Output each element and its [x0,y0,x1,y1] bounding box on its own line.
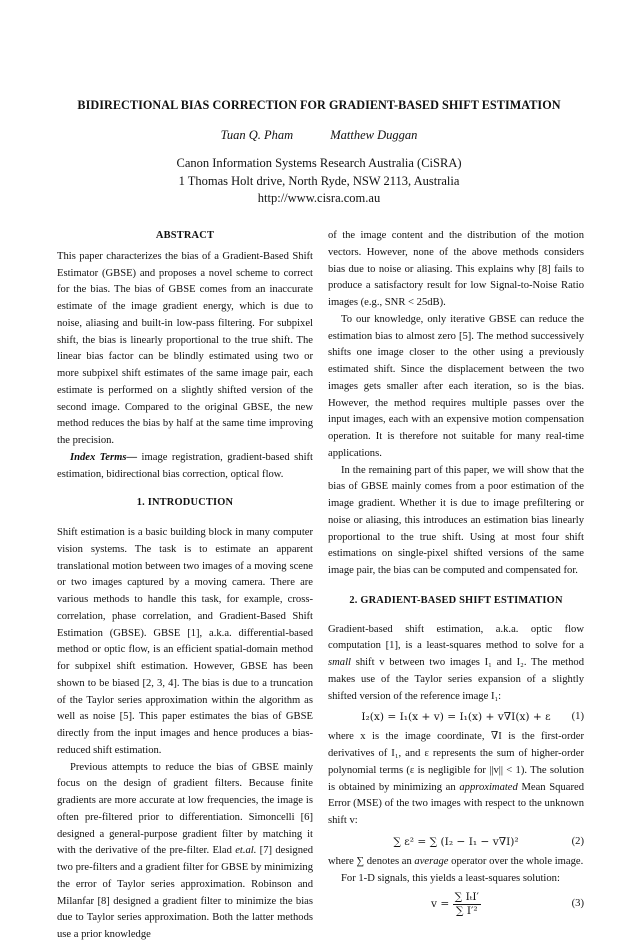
left-column [57,228,313,944]
section-heading-gradient-shift: 2. GRADIENT-BASED SHIFT ESTIMATION [349,594,563,606]
fraction-denominator: ∑ I′² [455,904,478,917]
equation-body: ∑ ε² = ∑ (I₂ − I₁ − v∇I)² [393,835,519,848]
author-name: Matthew Duggan [330,128,418,142]
method-paragraph [328,729,584,830]
index-terms-label: Index Terms— [70,451,138,463]
affiliation-address: 1 Thomas Holt drive, North Ryde, NSW 2113, Australia [178,173,460,188]
intro-paragraph: In the remaining part of this paper, we will show that the bias of GBSE mainly comes from a poor estimation of the image gradient. Whether it is due to image prefiltering or noise or aliasing, this introduces an estimation bias linearly proportional to the true shift. Using at most four shift estimations on single-pixel shifted versions of the same image pair, the bias can be computed and compensated for. [328,464,584,576]
intro-paragraph: Shift estimation is a basic building block in many computer vision systems. The task is to estimate an apparent translational motion between two images of a moving scene or two images captured by a moving camera. There are various methods to handle this task, for example, cross-correlation, phase correlation, and Gradient-Based Shift Estimation (GBSE). GBSE [1], a.k.a. differential-based method or optic flow, is an efficient spatial-domain method for subpixel shift estimation. However, GBSE has been shown to be biased [2, 3, 4]. The bias is due to a truncation of the Taylor series approximation within the algorithm as well as noise [5]. This paper estimates the bias of GBSE directly from the input images and hence produces a bias-reduced shift estimation. [57,527,313,756]
text-run: operator over the whole image. [448,855,584,867]
affiliation [0,155,638,208]
equation-number: (1) [571,711,584,723]
text-run: where x is the image coordinate, ∇I is the first-order derivatives of I₁, and ε represents the sum of higher-order polynomial terms (ε is negligible for ||v|| < 1). The solution is obtained by minimizing an [328,731,584,793]
abstract-text: This paper characterizes the bias of a Gradient-Based Shift Estimator (GBSE) and proposes a novel scheme to correct for the bias. The bias of GBSE comes from an inaccurate estimate of the image gradient energy, which is due to noise, aliasing and built-in low-pass filtering. For subpixel shift, the bias is linearly proportional to the true shift. The linear bias factor can be blindly estimated using two or more subpixel shift estimates of the same image pair, each estimate is performed on a slightly shifted version of the second image. Compared to the original GBSE, the new method reduces the bias by half at the same time improving the precision. [57,250,313,446]
text-run: shift v between two images I₁ and I₂. The method makes use of the Taylor series expansion of a slightly shifted version of the reference image I₁: [328,657,584,702]
equation-number: (2) [571,835,584,847]
equation-3 [328,887,584,921]
index-terms-text: image registration, gradient-based shift estimation, bidirectional bias correction, optical flow. [57,451,313,480]
method-paragraph [328,622,584,706]
author-name: Tuan Q. Pham [220,128,294,142]
text-run-italic: average [414,855,449,867]
equation-body: I₂(x) = I₁(x + v) = I₁(x) + v∇I(x) + ε [361,711,551,724]
text-run: where ∑ denotes an [328,855,415,867]
section-heading-introduction: 1. INTRODUCTION [136,497,234,509]
index-terms [57,450,313,484]
equation-fraction [453,891,481,918]
text-run-italic: approximated [459,781,518,793]
affiliation-org: Canon Information Systems Research Australia (CiSRA) [176,156,462,170]
equation-1 [328,705,584,729]
author-list [0,128,638,143]
text-run: Previous attempts to reduce the bias of GBSE mainly focus on the design of gradient filters. Because finite gradients are more accurate at low frequencies, the image is often pre-filtered prior to differentiation. Simoncelli [6] designed a general-purpose gradient filter by matching it with the derivative of the pre-filter. Elad [57,761,313,857]
equation-lhs: v = [431,898,450,911]
intro-paragraph [57,760,313,944]
intro-paragraph: To our knowledge, only iterative GBSE can reduce the estimation bias to almost zero [5]. The method successively shifts one image closer to the other using a previously estimated shift. Since the displacement between the two images gets smaller after each iteration, so is the bias. However, the method requires multiple passes over the input images, each with an expensive motion compensation operation. It is therefore not suitable for many real-time applications. [328,313,584,459]
text-run-italic: et.al. [235,845,257,857]
equation-2 [328,830,584,854]
text-run-italic: small [328,657,351,668]
affiliation-url[interactable]: http://www.cisra.com.au [257,191,381,205]
abstract-heading: ABSTRACT [155,230,215,241]
method-paragraph: For 1-D signals, this yields a least-squares solution: [341,872,560,884]
intro-paragraph: of the image content and the distribution of the motion vectors. However, none of the above methods considers bias due to noise or aliasing. This explains why [8] fails to produce a satisfactory result for low Signal-to-Noise Ratio images (e.g., SNR < 25dB). [328,230,584,308]
equation-number: (3) [571,898,584,910]
method-paragraph [328,854,584,871]
right-column [328,228,584,921]
text-run: Gradient-based shift estimation, a.k.a. optic flow computation [1], is a least-squares method to solve for a [328,623,584,652]
fraction-numerator: ∑ IₜI′ [454,890,479,903]
text-run: [7] designed two pre-filters and a gradient filter for GBSE by minimizing the error of Taylor series approximation. Robinson and Milanfar [8] designed a gradient filter to minimize the bias due to Taylor series approximation. Both the latter methods use a prior knowledge [57,845,314,940]
paper-title: BIDIRECTIONAL BIAS CORRECTION FOR GRADIENT-BASED SHIFT ESTIMATION [77,98,561,112]
text-run: Mean Squared Error (MSE) of the two images with respect to the unknown shift v: [328,781,584,826]
